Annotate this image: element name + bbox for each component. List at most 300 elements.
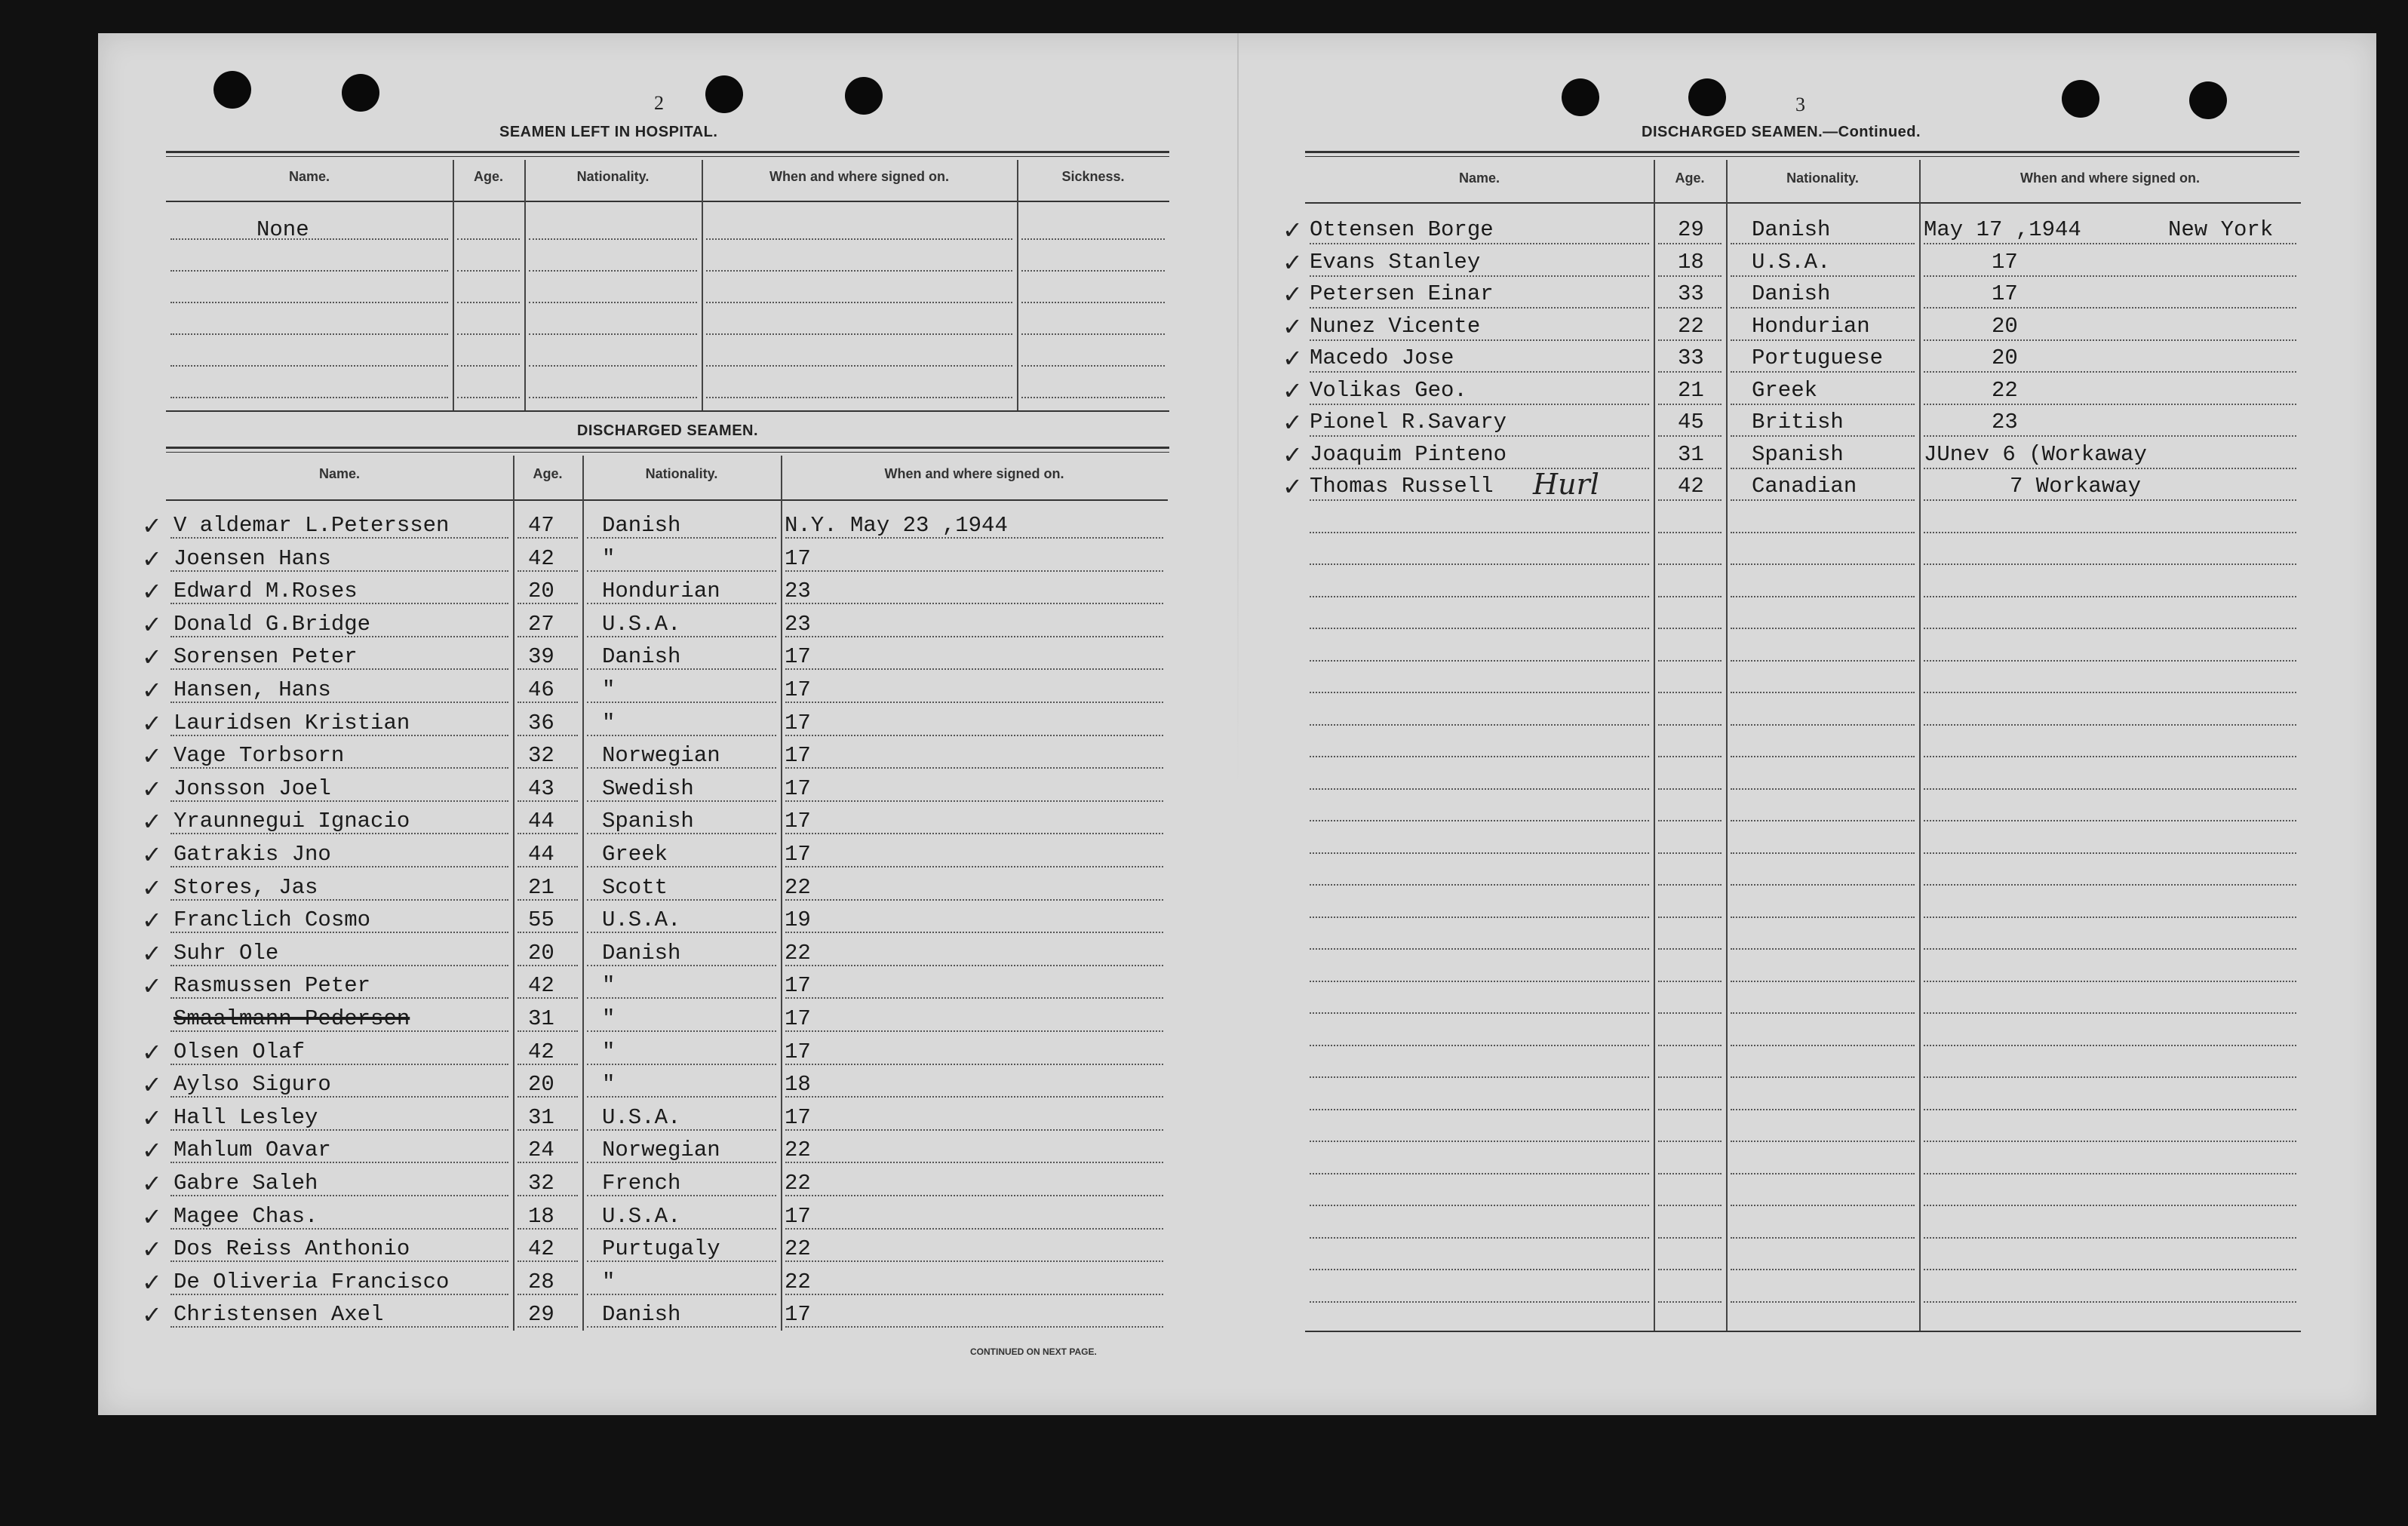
check-mark: ✓ xyxy=(142,708,162,738)
seaman-age: 33 xyxy=(1678,345,1704,370)
row-rule xyxy=(1924,724,2296,726)
row-rule xyxy=(457,397,520,398)
row-rule xyxy=(457,365,520,367)
bottom-rule xyxy=(1305,1331,2301,1332)
seaman-name: Volikas Geo. xyxy=(1310,377,1467,403)
row-rule xyxy=(170,365,448,367)
row-rule xyxy=(785,833,1163,834)
seaman-nationality: Scott xyxy=(602,874,668,900)
row-rule xyxy=(785,1228,1163,1230)
seaman-nationality: " xyxy=(602,677,616,702)
seaman-age: 42 xyxy=(528,973,554,999)
row-rule xyxy=(1310,852,1649,854)
row-rule xyxy=(1924,339,2296,341)
signed-on: 22 xyxy=(785,1269,811,1294)
seaman-age: 32 xyxy=(528,743,554,769)
signed-on: 17 xyxy=(785,1203,811,1229)
row-rule xyxy=(1731,788,1915,790)
row-rule xyxy=(1924,1301,2296,1303)
row-rule xyxy=(1658,532,1722,533)
row-rule xyxy=(1731,1045,1915,1046)
row-rule xyxy=(1731,1173,1915,1174)
seaman-age: 27 xyxy=(528,611,554,637)
hospital-entry: None xyxy=(256,217,309,242)
column-header: Name. xyxy=(1458,170,1500,186)
row-rule xyxy=(1658,1141,1722,1142)
row-rule xyxy=(785,702,1163,703)
row-rule xyxy=(785,1294,1163,1295)
row-rule xyxy=(1658,1045,1722,1046)
seaman-name: Dos Reiss Anthonio xyxy=(174,1236,410,1262)
row-rule xyxy=(1731,307,1915,309)
row-rule xyxy=(1731,371,1915,373)
row-rule xyxy=(1731,275,1915,277)
signed-on: 17 xyxy=(785,677,811,702)
seaman-nationality: " xyxy=(602,545,616,571)
seaman-nationality: U.S.A. xyxy=(1752,249,1831,275)
row-rule xyxy=(706,302,1012,303)
row-rule xyxy=(587,1030,776,1032)
row-rule xyxy=(1658,820,1722,821)
signed-on: 17 xyxy=(785,775,811,801)
row-rule xyxy=(1658,499,1722,501)
row-rule xyxy=(1924,820,2296,821)
row-rule xyxy=(785,997,1163,999)
row-rule xyxy=(1310,981,1649,982)
check-mark: ✓ xyxy=(142,840,162,869)
row-rule xyxy=(1924,243,2296,244)
seaman-name: Joensen Hans xyxy=(174,545,331,571)
row-rule xyxy=(706,365,1012,367)
row-rule xyxy=(1021,238,1165,240)
row-rule xyxy=(457,302,520,303)
title-rule xyxy=(166,447,1169,453)
document-sheet xyxy=(98,33,2376,1415)
seaman-age: 42 xyxy=(528,545,554,571)
seaman-name: Petersen Einar xyxy=(1310,281,1494,306)
seaman-name: Stores, Jas xyxy=(174,874,318,900)
signed-on: 17 xyxy=(785,973,811,999)
check-mark: ✓ xyxy=(1282,440,1303,469)
signed-on: 17 xyxy=(785,743,811,769)
row-rule xyxy=(1658,628,1722,629)
seaman-nationality: " xyxy=(602,1269,616,1294)
row-rule xyxy=(1658,307,1722,309)
row-rule xyxy=(1924,628,2296,629)
header-rule xyxy=(166,499,1168,501)
seaman-name: Donald G.Bridge xyxy=(174,611,371,637)
seaman-nationality: Norwegian xyxy=(602,743,720,769)
seaman-name: Evans Stanley xyxy=(1310,249,1481,275)
row-rule xyxy=(587,735,776,736)
row-rule xyxy=(1731,339,1915,341)
row-rule xyxy=(1731,1205,1915,1206)
row-rule xyxy=(1658,1269,1722,1270)
row-rule xyxy=(1924,692,2296,693)
seaman-age: 42 xyxy=(1678,474,1704,499)
check-mark: ✓ xyxy=(142,1202,162,1231)
check-mark: ✓ xyxy=(142,1235,162,1264)
row-rule xyxy=(1924,1012,2296,1014)
check-mark: ✓ xyxy=(142,609,162,639)
title-rule xyxy=(1305,151,2299,157)
column-divider xyxy=(453,160,454,410)
seaman-age: 24 xyxy=(528,1138,554,1163)
row-rule xyxy=(1731,756,1915,757)
seaman-age: 20 xyxy=(528,579,554,604)
row-rule xyxy=(1658,1173,1722,1174)
row-rule xyxy=(1731,1237,1915,1239)
row-rule xyxy=(1731,852,1915,854)
seaman-name: Smaalmann Pedersen xyxy=(174,1006,410,1031)
check-mark: ✓ xyxy=(142,1103,162,1132)
punch-hole xyxy=(2062,80,2099,118)
seaman-name: Franclich Cosmo xyxy=(174,907,371,933)
row-rule xyxy=(1731,660,1915,662)
seaman-name: Joaquim Pinteno xyxy=(1310,441,1507,467)
row-rule xyxy=(785,1326,1163,1328)
row-rule xyxy=(1310,884,1649,886)
row-rule xyxy=(170,397,448,398)
check-mark: ✓ xyxy=(142,1070,162,1100)
row-rule xyxy=(785,735,1163,736)
row-rule xyxy=(1310,435,1649,437)
row-rule xyxy=(785,636,1163,637)
row-rule xyxy=(1731,628,1915,629)
row-rule xyxy=(785,1064,1163,1065)
seaman-nationality: " xyxy=(602,973,616,999)
seaman-age: 44 xyxy=(528,809,554,834)
row-rule xyxy=(1731,435,1915,437)
check-mark: ✓ xyxy=(1282,312,1303,341)
row-rule xyxy=(706,397,1012,398)
row-rule xyxy=(1310,563,1649,565)
row-rule xyxy=(1658,275,1722,277)
punch-hole xyxy=(342,74,379,112)
check-mark: ✓ xyxy=(142,1037,162,1067)
row-rule xyxy=(1658,596,1722,597)
row-rule xyxy=(1731,948,1915,950)
row-rule xyxy=(1924,1237,2296,1239)
seaman-nationality: Spanish xyxy=(1752,441,1844,467)
row-rule xyxy=(1658,404,1722,405)
row-rule xyxy=(529,333,697,335)
column-divider xyxy=(1919,160,1921,1331)
seaman-nationality: Swedish xyxy=(602,775,694,801)
seaman-age: 42 xyxy=(528,1039,554,1064)
seaman-name: Pionel R.Savary xyxy=(1310,410,1507,434)
row-rule xyxy=(1924,1109,2296,1110)
row-rule xyxy=(1310,243,1649,244)
signed-on: 23 xyxy=(1992,410,2018,434)
page-fold xyxy=(1237,33,1239,788)
seaman-nationality: U.S.A. xyxy=(602,1203,681,1229)
seaman-nationality: Hondurian xyxy=(1752,313,1870,339)
row-rule xyxy=(1310,596,1649,597)
row-rule xyxy=(1021,270,1165,272)
column-header: Nationality. xyxy=(576,169,650,184)
row-rule xyxy=(457,333,520,335)
row-rule xyxy=(1310,660,1649,662)
page-number: 3 xyxy=(1795,94,1805,115)
row-rule xyxy=(785,866,1163,867)
seaman-age: 20 xyxy=(528,940,554,966)
row-rule xyxy=(1658,1109,1722,1110)
handwritten-note: Hurl xyxy=(1533,468,1599,501)
column-divider xyxy=(513,456,514,1331)
row-rule xyxy=(1731,692,1915,693)
column-header: Name. xyxy=(318,466,361,481)
row-rule xyxy=(1731,532,1915,533)
page-number: 2 xyxy=(654,92,664,114)
row-rule xyxy=(1658,371,1722,373)
signed-on: 17 xyxy=(1992,249,2018,275)
row-rule xyxy=(706,333,1012,335)
row-rule xyxy=(1924,917,2296,918)
punch-hole xyxy=(1688,78,1726,116)
column-divider xyxy=(702,160,703,410)
row-rule xyxy=(1310,1173,1649,1174)
row-rule xyxy=(1310,724,1649,726)
row-rule xyxy=(1924,884,2296,886)
check-mark: ✓ xyxy=(142,873,162,902)
seaman-age: 47 xyxy=(528,513,554,538)
signed-on: 19 xyxy=(785,907,811,933)
row-rule xyxy=(1658,756,1722,757)
signed-on: 17 xyxy=(785,1104,811,1130)
row-rule xyxy=(1924,852,2296,854)
row-rule xyxy=(1924,948,2296,950)
seaman-name: Gabre Saleh xyxy=(174,1171,318,1196)
row-rule xyxy=(785,1129,1163,1131)
seaman-age: 46 xyxy=(528,677,554,702)
row-rule xyxy=(1310,788,1649,790)
check-mark: ✓ xyxy=(142,938,162,968)
row-rule xyxy=(1658,468,1722,469)
seaman-nationality: Hondurian xyxy=(602,579,720,604)
column-divider xyxy=(524,160,526,410)
seaman-nationality: Spanish xyxy=(602,809,694,834)
signed-on: 22 xyxy=(1992,377,2018,403)
signed-on: 22 xyxy=(785,1236,811,1262)
signed-on: JUnev 6 (Workaway xyxy=(1924,441,2147,467)
header-rule xyxy=(1305,202,2301,204)
seaman-age: 21 xyxy=(1678,377,1704,403)
discharged-continued-title: DISCHARGED SEAMEN.—Continued. xyxy=(1642,124,1921,140)
signed-on: 7 Workaway xyxy=(2010,474,2142,499)
row-rule xyxy=(1731,404,1915,405)
seaman-nationality: " xyxy=(602,1072,616,1098)
row-rule xyxy=(785,1096,1163,1098)
seaman-nationality: U.S.A. xyxy=(602,907,681,933)
check-mark: ✓ xyxy=(142,1169,162,1198)
seaman-age: 44 xyxy=(528,842,554,867)
hospital-title: SEAMEN LEFT IN HOSPITAL. xyxy=(499,124,718,140)
seaman-age: 33 xyxy=(1678,281,1704,306)
table-rule xyxy=(166,410,1169,412)
row-rule xyxy=(1310,948,1649,950)
row-rule xyxy=(1924,371,2296,373)
seaman-name: Thomas Russell xyxy=(1310,474,1494,499)
seaman-nationality: Danish xyxy=(602,513,681,538)
row-rule xyxy=(1731,1109,1915,1110)
check-mark: ✓ xyxy=(1282,280,1303,309)
seaman-nationality: Portuguese xyxy=(1752,345,1884,370)
seaman-nationality: Danish xyxy=(602,1302,681,1328)
signed-on: 17 xyxy=(785,1302,811,1328)
row-rule xyxy=(1731,981,1915,982)
seaman-nationality: British xyxy=(1752,410,1844,434)
row-rule xyxy=(1310,628,1649,629)
signed-on: 23 xyxy=(785,611,811,637)
column-header: Age. xyxy=(1675,170,1705,186)
seaman-nationality: Danish xyxy=(1752,217,1831,242)
row-rule xyxy=(1924,275,2296,277)
seaman-name: Hansen, Hans xyxy=(174,677,331,702)
seaman-nationality: " xyxy=(602,1039,616,1064)
check-mark: ✓ xyxy=(142,577,162,606)
row-rule xyxy=(1924,307,2296,309)
row-rule xyxy=(1924,563,2296,565)
row-rule xyxy=(1924,1141,2296,1142)
row-rule xyxy=(1310,1045,1649,1046)
row-rule xyxy=(1658,884,1722,886)
row-rule xyxy=(1658,1237,1722,1239)
seaman-name: Suhr Ole xyxy=(174,940,279,966)
seaman-nationality: Greek xyxy=(602,842,668,867)
column-divider xyxy=(781,456,782,1331)
signed-on: 17 xyxy=(785,710,811,735)
check-mark: ✓ xyxy=(1282,216,1303,244)
punch-hole xyxy=(705,75,743,113)
signed-on: 17 xyxy=(785,809,811,834)
seaman-name: Edward M.Roses xyxy=(174,579,358,604)
row-rule xyxy=(1658,724,1722,726)
row-rule xyxy=(785,570,1163,572)
signed-on: 20 xyxy=(1992,313,2018,339)
row-rule xyxy=(1924,756,2296,757)
row-rule xyxy=(1658,563,1722,565)
signed-on: 17 xyxy=(785,1039,811,1064)
row-rule xyxy=(1310,275,1649,277)
row-rule xyxy=(1658,917,1722,918)
check-mark: ✓ xyxy=(142,676,162,705)
seaman-name: Lauridsen Kristian xyxy=(174,710,410,735)
row-rule xyxy=(785,800,1163,802)
seaman-name: Jonsson Joel xyxy=(174,775,331,801)
check-mark: ✓ xyxy=(142,906,162,935)
seaman-nationality: Purtugaly xyxy=(602,1236,720,1262)
row-rule xyxy=(1658,339,1722,341)
seaman-name: V aldemar L.Peterssen xyxy=(174,513,450,538)
seaman-age: 31 xyxy=(528,1104,554,1130)
signed-on: 17 xyxy=(785,842,811,867)
row-rule xyxy=(1310,756,1649,757)
seaman-age: 18 xyxy=(528,1203,554,1229)
column-header: Sickness. xyxy=(1061,169,1125,184)
seaman-name: Magee Chas. xyxy=(174,1203,318,1229)
row-rule xyxy=(1310,1109,1649,1110)
seaman-nationality: Danish xyxy=(602,644,681,670)
row-rule xyxy=(1310,1269,1649,1270)
column-divider xyxy=(1726,160,1728,1331)
row-rule xyxy=(1658,1012,1722,1014)
punch-hole xyxy=(845,77,883,115)
column-divider xyxy=(1654,160,1655,1331)
row-rule xyxy=(1658,1205,1722,1206)
row-rule xyxy=(1658,692,1722,693)
row-rule xyxy=(1924,1205,2296,1206)
row-rule xyxy=(1731,1301,1915,1303)
seaman-name: Sorensen Peter xyxy=(174,644,358,670)
seaman-name: Gatrakis Jno xyxy=(174,842,331,867)
column-header: Nationality. xyxy=(1786,170,1859,186)
seaman-nationality: Greek xyxy=(1752,377,1818,403)
row-rule xyxy=(587,570,776,572)
seaman-age: 39 xyxy=(528,644,554,670)
seaman-nationality: U.S.A. xyxy=(602,611,681,637)
signed-on: 17 xyxy=(1992,281,2018,306)
row-rule xyxy=(170,302,448,303)
row-rule xyxy=(1731,917,1915,918)
seaman-age: 36 xyxy=(528,710,554,735)
row-rule xyxy=(457,270,520,272)
row-rule xyxy=(1924,788,2296,790)
seaman-nationality: Danish xyxy=(1752,281,1831,306)
row-rule xyxy=(706,238,1012,240)
punch-hole xyxy=(213,71,251,109)
row-rule xyxy=(1021,365,1165,367)
row-rule xyxy=(1658,243,1722,244)
row-rule xyxy=(1924,468,2296,469)
row-rule xyxy=(1310,1237,1649,1239)
row-rule xyxy=(785,1162,1163,1163)
seaman-name: Vage Torbsorn xyxy=(174,743,345,769)
seaman-age: 18 xyxy=(1678,249,1704,275)
row-rule xyxy=(1731,820,1915,821)
row-rule xyxy=(587,1064,776,1065)
row-rule xyxy=(529,302,697,303)
seaman-nationality: " xyxy=(602,1006,616,1031)
row-rule xyxy=(785,965,1163,966)
check-mark: ✓ xyxy=(1282,376,1303,405)
check-mark: ✓ xyxy=(142,742,162,771)
check-mark: ✓ xyxy=(142,807,162,837)
check-mark: ✓ xyxy=(142,643,162,672)
row-rule xyxy=(785,1030,1163,1032)
seaman-name: Hall Lesley xyxy=(174,1104,318,1130)
punch-hole xyxy=(1562,78,1599,116)
row-rule xyxy=(1310,371,1649,373)
signed-on: 17 xyxy=(785,545,811,571)
discharged-title: DISCHARGED SEAMEN. xyxy=(576,422,759,439)
row-rule xyxy=(1658,1301,1722,1303)
check-mark: ✓ xyxy=(142,544,162,573)
row-rule xyxy=(587,997,776,999)
signed-on: May 17 ,1944 xyxy=(1924,217,2081,242)
seaman-nationality: U.S.A. xyxy=(602,1104,681,1130)
seaman-name: Christensen Axel xyxy=(174,1302,384,1328)
row-rule xyxy=(1924,1045,2296,1046)
row-rule xyxy=(785,932,1163,933)
signed-on: 18 xyxy=(785,1072,811,1098)
row-rule xyxy=(1924,660,2296,662)
row-rule xyxy=(1310,1012,1649,1014)
column-header: When and where signed on. xyxy=(884,466,1064,481)
signed-on: 23 xyxy=(785,579,811,604)
row-rule xyxy=(1658,1076,1722,1078)
seaman-nationality: Danish xyxy=(602,940,681,966)
